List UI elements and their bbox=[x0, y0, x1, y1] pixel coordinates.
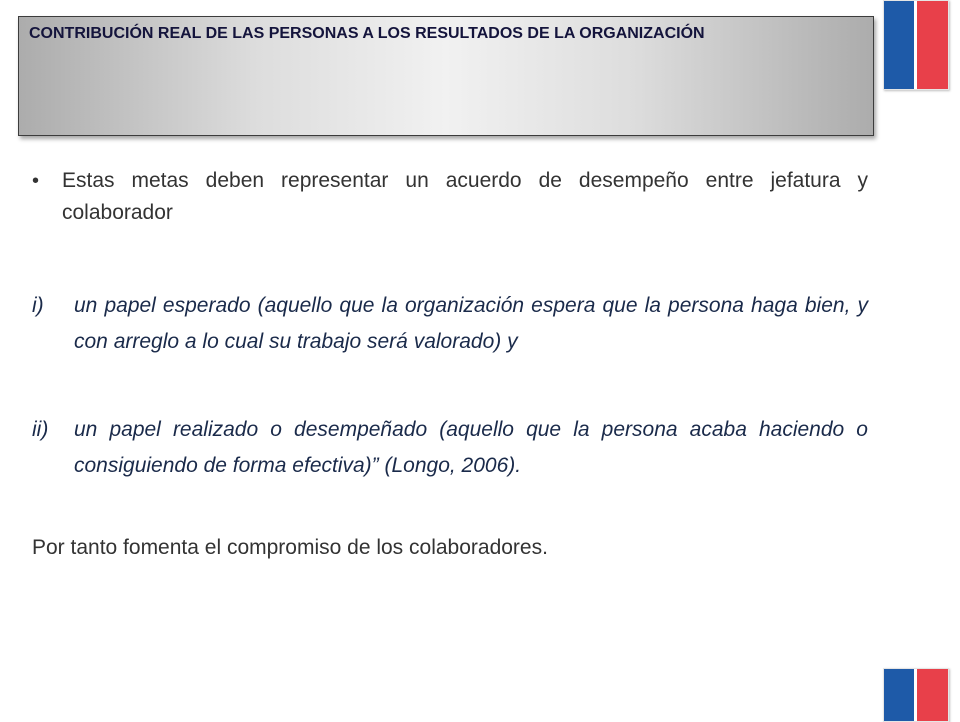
list-item-i bbox=[32, 288, 868, 360]
list-item-ii bbox=[32, 412, 868, 484]
bullet-text: Estas metas deben representar un acuerdo de desempeño entre jefatura y colaborador bbox=[62, 169, 868, 224]
closing-statement: Por tanto fomenta el compromiso de los colaboradores. bbox=[32, 536, 548, 559]
list-label: i) bbox=[32, 294, 44, 317]
list-text: un papel realizado o desempeñado (aquello que la persona acaba haciendo o consiguiendo de forma efectiva)” (Longo, 2006). bbox=[74, 418, 868, 477]
slide-title: CONTRIBUCIÓN REAL DE LAS PERSONAS A LOS RESULTADOS DE LA ORGANIZACIÓN bbox=[29, 25, 705, 42]
bullet-item bbox=[32, 165, 868, 229]
list-text: un papel esperado (aquello que la organización espera que la persona haga bien, y con arreglo a lo cual su trabajo será valorado) y bbox=[74, 294, 868, 353]
bullet-marker: • bbox=[32, 170, 40, 192]
list-label: ii) bbox=[32, 418, 49, 441]
